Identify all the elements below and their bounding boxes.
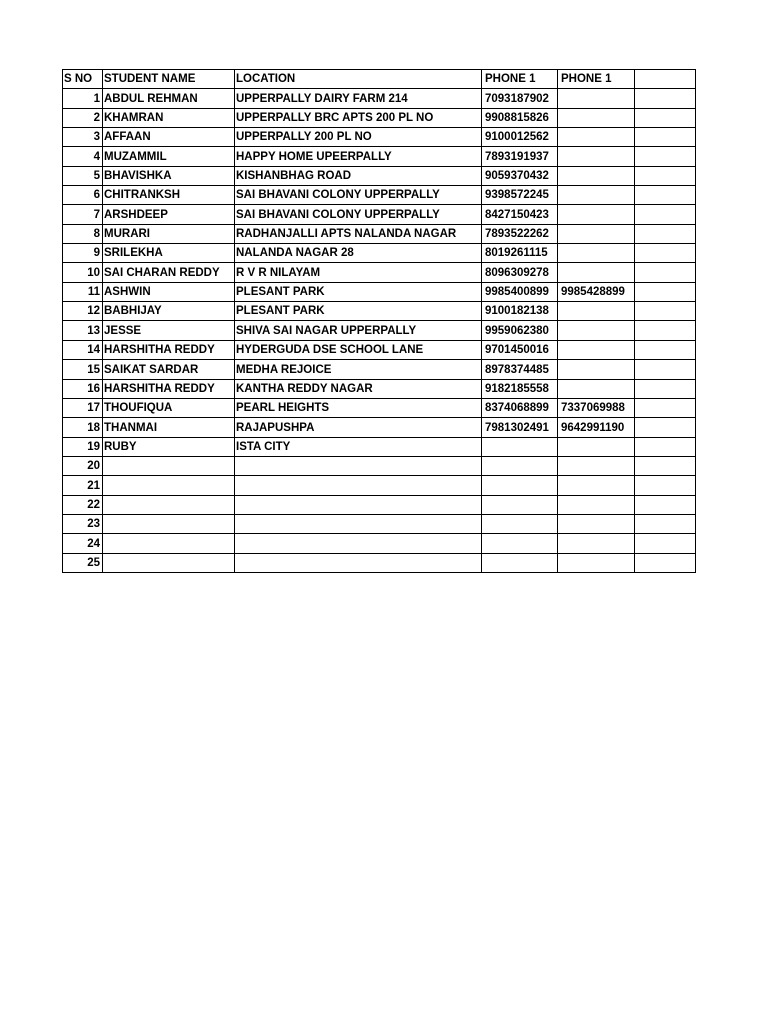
cell-blank (635, 166, 696, 185)
cell-blank (635, 476, 696, 495)
table-row (63, 321, 696, 340)
cell-phone-1: 9398572245 (482, 186, 558, 205)
header-location: LOCATION (235, 70, 482, 89)
cell-sno: 18 (63, 418, 103, 437)
cell-student-name: CHITRANKSH (103, 186, 235, 205)
cell-blank (635, 495, 696, 514)
cell-sno: 2 (63, 108, 103, 127)
cell-sno: 25 (63, 553, 103, 572)
cell-phone-1: 9959062380 (482, 321, 558, 340)
cell-blank (635, 186, 696, 205)
cell-phone-1 (482, 495, 558, 514)
cell-student-name: BABHIJAY (103, 302, 235, 321)
cell-phone-1 (482, 534, 558, 553)
table-row (63, 340, 696, 359)
table-row (63, 379, 696, 398)
cell-sno: 4 (63, 147, 103, 166)
table-header-row (63, 70, 696, 89)
cell-blank (635, 398, 696, 417)
cell-location: HYDERGUDA DSE SCHOOL LANE (235, 340, 482, 359)
table-row (63, 437, 696, 456)
cell-phone-1: 9908815826 (482, 108, 558, 127)
cell-sno: 22 (63, 495, 103, 514)
cell-blank (635, 437, 696, 456)
header-student-name: STUDENT NAME (103, 70, 235, 89)
cell-phone-2 (558, 186, 635, 205)
cell-location: KANTHA REDDY NAGAR (235, 379, 482, 398)
table-body (63, 89, 696, 573)
cell-phone-2 (558, 340, 635, 359)
cell-sno: 11 (63, 282, 103, 301)
cell-phone-1: 8427150423 (482, 205, 558, 224)
table-row (63, 186, 696, 205)
table-row (63, 398, 696, 417)
cell-sno: 16 (63, 379, 103, 398)
cell-student-name: ARSHDEEP (103, 205, 235, 224)
cell-phone-2 (558, 437, 635, 456)
cell-blank (635, 244, 696, 263)
cell-location: SHIVA SAI NAGAR UPPERPALLY (235, 321, 482, 340)
cell-phone-1 (482, 514, 558, 533)
cell-phone-2 (558, 205, 635, 224)
table-row (63, 282, 696, 301)
cell-phone-1: 7893191937 (482, 147, 558, 166)
cell-blank (635, 340, 696, 359)
cell-phone-2 (558, 263, 635, 282)
table-row (63, 224, 696, 243)
cell-sno: 8 (63, 224, 103, 243)
cell-phone-2 (558, 89, 635, 108)
cell-location: SAI BHAVANI COLONY UPPERPALLY (235, 186, 482, 205)
cell-location: UPPERPALLY BRC APTS 200 PL NO (235, 108, 482, 127)
cell-location: KISHANBHAG ROAD (235, 166, 482, 185)
cell-blank (635, 263, 696, 282)
cell-blank (635, 456, 696, 475)
cell-sno: 10 (63, 263, 103, 282)
cell-phone-2 (558, 244, 635, 263)
cell-phone-2 (558, 534, 635, 553)
cell-location: RADHANJALLI APTS NALANDA NAGAR (235, 224, 482, 243)
cell-blank (635, 418, 696, 437)
table-row (63, 108, 696, 127)
table-row (63, 495, 696, 514)
cell-location: R V R NILAYAM (235, 263, 482, 282)
cell-student-name: SAIKAT SARDAR (103, 360, 235, 379)
cell-location (235, 553, 482, 572)
cell-blank (635, 302, 696, 321)
cell-blank (635, 128, 696, 147)
cell-sno: 20 (63, 456, 103, 475)
cell-phone-1: 8019261115 (482, 244, 558, 263)
cell-location: RAJAPUSHPA (235, 418, 482, 437)
header-phone-2: PHONE 1 (558, 70, 635, 89)
cell-phone-1: 9100012562 (482, 128, 558, 147)
table-row (63, 553, 696, 572)
cell-phone-2 (558, 321, 635, 340)
table-row (63, 244, 696, 263)
cell-location (235, 534, 482, 553)
cell-sno: 1 (63, 89, 103, 108)
cell-blank (635, 553, 696, 572)
cell-location: ISTA CITY (235, 437, 482, 456)
cell-sno: 9 (63, 244, 103, 263)
cell-phone-2: 7337069988 (558, 398, 635, 417)
cell-phone-1: 9701450016 (482, 340, 558, 359)
cell-student-name: HARSHITHA REDDY (103, 379, 235, 398)
table-row (63, 360, 696, 379)
header-sno: S NO (63, 70, 103, 89)
cell-phone-1: 8374068899 (482, 398, 558, 417)
cell-student-name (103, 476, 235, 495)
cell-student-name: BHAVISHKA (103, 166, 235, 185)
table-row (63, 205, 696, 224)
cell-phone-2 (558, 360, 635, 379)
cell-student-name: ABDUL REHMAN (103, 89, 235, 108)
cell-student-name: SRILEKHA (103, 244, 235, 263)
cell-phone-2 (558, 476, 635, 495)
cell-phone-1: 9182185558 (482, 379, 558, 398)
cell-sno: 3 (63, 128, 103, 147)
cell-student-name (103, 534, 235, 553)
table-row (63, 89, 696, 108)
cell-sno: 24 (63, 534, 103, 553)
cell-location: UPPERPALLY 200 PL NO (235, 128, 482, 147)
cell-location: NALANDA NAGAR 28 (235, 244, 482, 263)
cell-blank (635, 360, 696, 379)
cell-student-name (103, 495, 235, 514)
cell-phone-2: 9642991190 (558, 418, 635, 437)
cell-phone-2: 9985428899 (558, 282, 635, 301)
cell-sno: 5 (63, 166, 103, 185)
table-row (63, 128, 696, 147)
table-row (63, 147, 696, 166)
cell-sno: 15 (63, 360, 103, 379)
cell-phone-1: 9985400899 (482, 282, 558, 301)
cell-phone-2 (558, 224, 635, 243)
cell-blank (635, 147, 696, 166)
cell-blank (635, 205, 696, 224)
cell-student-name (103, 514, 235, 533)
cell-phone-2 (558, 128, 635, 147)
cell-sno: 14 (63, 340, 103, 359)
cell-student-name: HARSHITHA REDDY (103, 340, 235, 359)
cell-phone-2 (558, 166, 635, 185)
cell-sno: 21 (63, 476, 103, 495)
table-row (63, 166, 696, 185)
cell-student-name (103, 456, 235, 475)
cell-location: PEARL HEIGHTS (235, 398, 482, 417)
cell-sno: 13 (63, 321, 103, 340)
cell-phone-1: 7093187902 (482, 89, 558, 108)
cell-blank (635, 321, 696, 340)
cell-sno: 12 (63, 302, 103, 321)
cell-student-name: JESSE (103, 321, 235, 340)
cell-phone-1 (482, 476, 558, 495)
cell-phone-2 (558, 379, 635, 398)
student-table (62, 69, 696, 573)
cell-location (235, 476, 482, 495)
table-row (63, 514, 696, 533)
cell-sno: 17 (63, 398, 103, 417)
cell-phone-2 (558, 456, 635, 475)
cell-blank (635, 89, 696, 108)
table-row (63, 263, 696, 282)
cell-student-name (103, 553, 235, 572)
cell-sno: 19 (63, 437, 103, 456)
cell-phone-1 (482, 437, 558, 456)
header-phone-1: PHONE 1 (482, 70, 558, 89)
cell-blank (635, 534, 696, 553)
cell-phone-2 (558, 147, 635, 166)
cell-phone-2 (558, 553, 635, 572)
cell-phone-2 (558, 495, 635, 514)
cell-phone-1 (482, 456, 558, 475)
cell-location: MEDHA REJOICE (235, 360, 482, 379)
cell-phone-1: 8096309278 (482, 263, 558, 282)
table-row (63, 302, 696, 321)
cell-phone-1: 9100182138 (482, 302, 558, 321)
cell-student-name: MURARI (103, 224, 235, 243)
table-row (63, 534, 696, 553)
cell-blank (635, 282, 696, 301)
cell-blank (635, 224, 696, 243)
cell-location: UPPERPALLY DAIRY FARM 214 (235, 89, 482, 108)
cell-phone-1: 8978374485 (482, 360, 558, 379)
cell-sno: 6 (63, 186, 103, 205)
cell-student-name: THOUFIQUA (103, 398, 235, 417)
cell-phone-2 (558, 302, 635, 321)
cell-phone-2 (558, 514, 635, 533)
cell-sno: 7 (63, 205, 103, 224)
cell-location: PLESANT PARK (235, 282, 482, 301)
cell-blank (635, 514, 696, 533)
cell-student-name: ASHWIN (103, 282, 235, 301)
table-row (63, 418, 696, 437)
cell-blank (635, 108, 696, 127)
cell-location: PLESANT PARK (235, 302, 482, 321)
header-blank (635, 70, 696, 89)
cell-location: SAI BHAVANI COLONY UPPERPALLY (235, 205, 482, 224)
cell-location (235, 456, 482, 475)
cell-student-name: THANMAI (103, 418, 235, 437)
cell-location (235, 495, 482, 514)
cell-student-name: AFFAAN (103, 128, 235, 147)
cell-phone-2 (558, 108, 635, 127)
cell-student-name: RUBY (103, 437, 235, 456)
cell-student-name: SAI CHARAN REDDY (103, 263, 235, 282)
cell-student-name: MUZAMMIL (103, 147, 235, 166)
cell-phone-1 (482, 553, 558, 572)
cell-phone-1: 7981302491 (482, 418, 558, 437)
cell-location (235, 514, 482, 533)
cell-sno: 23 (63, 514, 103, 533)
cell-phone-1: 7893522262 (482, 224, 558, 243)
cell-location: HAPPY HOME UPEERPALLY (235, 147, 482, 166)
cell-student-name: KHAMRAN (103, 108, 235, 127)
table-row (63, 476, 696, 495)
cell-blank (635, 379, 696, 398)
table-row (63, 456, 696, 475)
cell-phone-1: 9059370432 (482, 166, 558, 185)
